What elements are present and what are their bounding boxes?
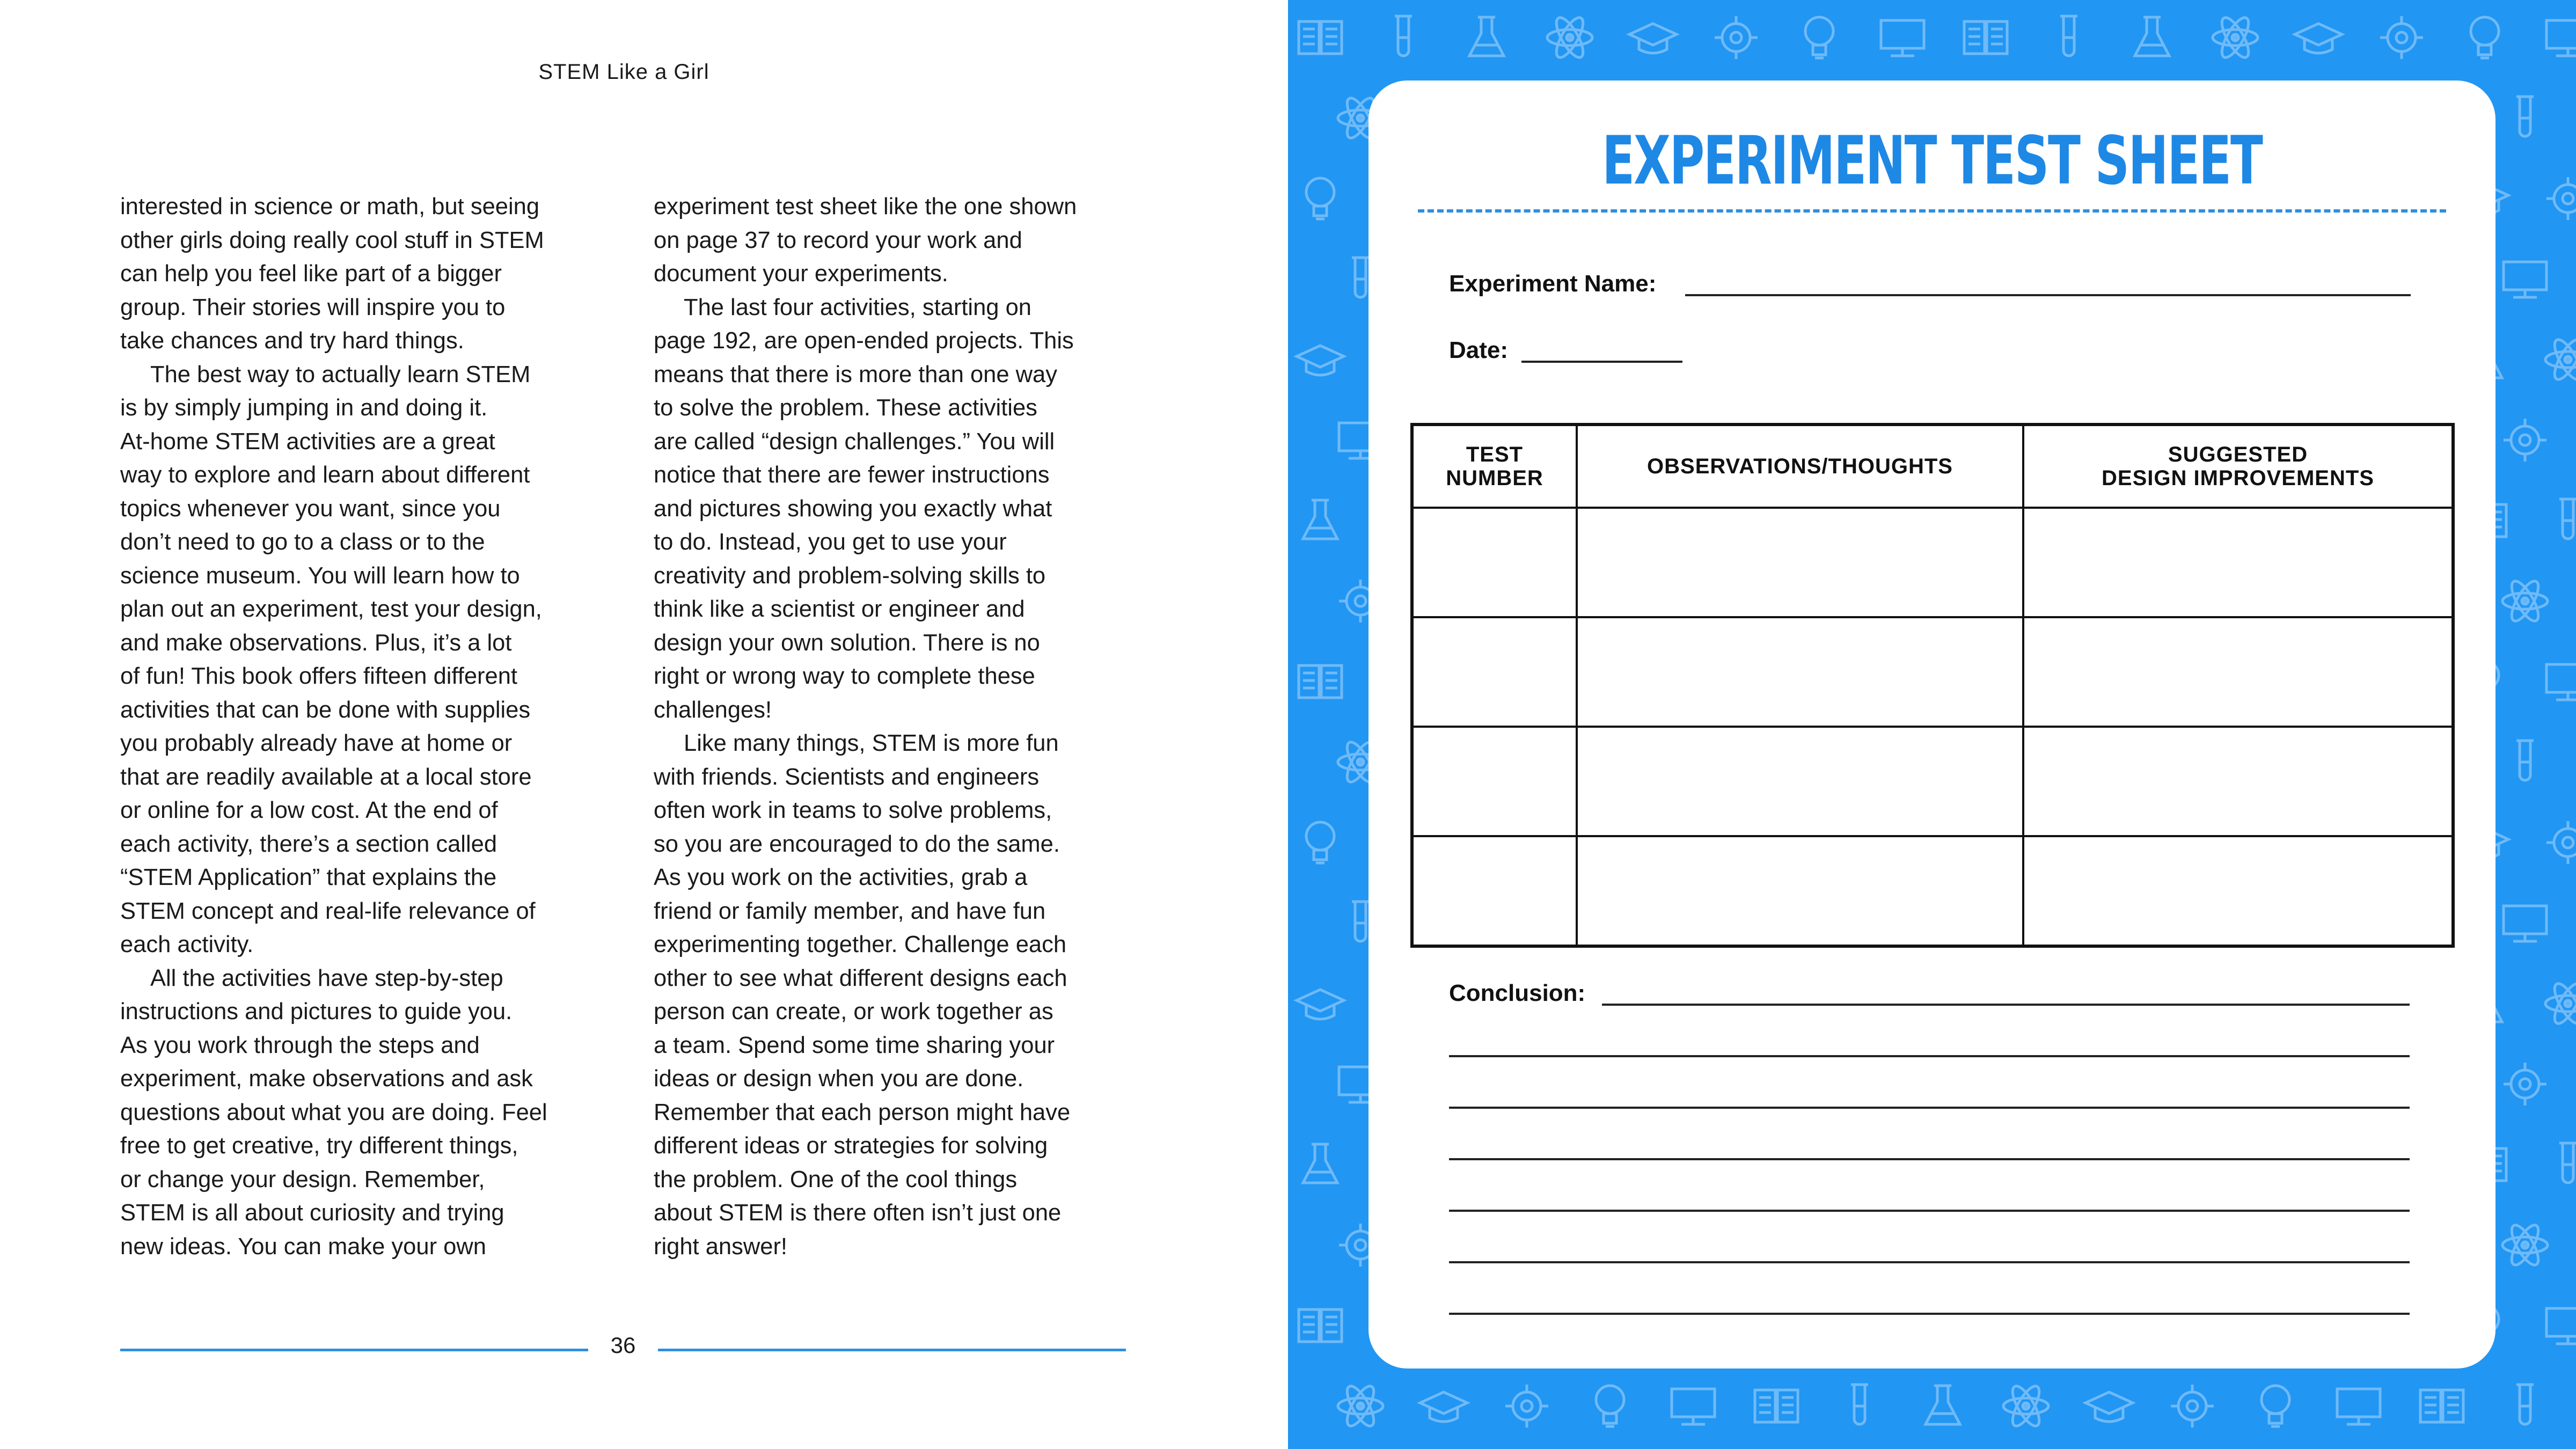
text-line: and pictures showing you exactly what	[654, 495, 1052, 522]
text-line: each activity.	[120, 932, 254, 957]
test-tube-icon	[2516, 741, 2534, 780]
computer-icon	[2546, 1308, 2576, 1344]
table-cell[interactable]	[1577, 727, 2023, 836]
experiment-name-label: Experiment Name:	[1449, 270, 1657, 297]
table-cell[interactable]	[1412, 727, 1577, 836]
text-line: you probably already have at home or	[120, 730, 513, 756]
computer-icon	[2337, 1389, 2380, 1424]
header-design-improvements	[2023, 425, 2453, 508]
computer-icon	[1672, 1389, 1715, 1424]
text-line: right answer!	[654, 1233, 788, 1260]
text-line: way to explore and learn about different	[120, 462, 530, 488]
text-line: activities that can be done with supplies	[120, 697, 531, 723]
text-line: other girls doing really cool stuff in STEM	[120, 227, 544, 253]
computer-icon	[2504, 906, 2546, 941]
lightbulb-icon	[1596, 1386, 1624, 1426]
text-column-1	[120, 190, 592, 1263]
text-line: questions about what you are doing. Feel	[120, 1099, 547, 1125]
page-number: 36	[610, 1333, 636, 1358]
table-cell[interactable]	[2023, 727, 2453, 836]
header-test-number	[1412, 425, 1577, 508]
atom-icon	[1547, 14, 1592, 61]
text-column-2	[654, 190, 1126, 1263]
table-row	[1412, 836, 2453, 946]
table-cell[interactable]	[2023, 617, 2453, 727]
lightbulb-icon	[1306, 822, 1334, 863]
text-line: interested in science or math, but seeing	[120, 194, 540, 219]
atom-icon	[2545, 980, 2576, 1027]
text-line: topics whenever you want, since you	[120, 495, 501, 522]
table-cell[interactable]	[1412, 836, 1577, 946]
text-line: notice that there are fewer instructions	[654, 462, 1050, 488]
conclusion-field-line[interactable]	[1449, 1313, 2410, 1315]
gear-icon	[2504, 1063, 2546, 1106]
book-icon	[1964, 21, 2007, 54]
text-line: is by simply jumping in and doing it.	[120, 395, 488, 421]
header-text: SUGGESTED	[2168, 443, 2308, 466]
footer-rule-left	[120, 1349, 588, 1351]
text-line: experimenting together. Challenge each	[654, 932, 1067, 957]
text-line: on page 37 to record your work and	[654, 227, 1022, 253]
text-line: free to get creative, try different things,	[120, 1133, 518, 1159]
gear-icon	[1505, 1385, 1548, 1428]
text-line: right or wrong way to complete these	[654, 663, 1035, 689]
text-line: that are readily available at a local store	[120, 764, 532, 790]
footer-rule-right	[658, 1349, 1126, 1351]
test-tube-icon	[1851, 1385, 1868, 1424]
text-line: different ideas or strategies for solving	[654, 1133, 1048, 1159]
test-tube-icon	[2559, 499, 2576, 539]
text-line: instructions and pictures to guide you.	[120, 999, 513, 1024]
conclusion-field-line[interactable]	[1449, 1055, 2410, 1057]
graduation-cap-icon	[1297, 346, 1344, 375]
table-cell[interactable]	[2023, 508, 2453, 617]
graduation-cap-icon	[2295, 24, 2342, 53]
text-line: don’t need to go to a class or to the	[120, 529, 485, 555]
computer-icon	[2546, 664, 2576, 700]
test-tube-icon	[1352, 902, 1369, 941]
book-icon	[1299, 665, 1342, 698]
text-line: means that there is more than one way	[654, 361, 1057, 387]
text-line: design your own solution. There is no	[654, 630, 1040, 656]
text-line: STEM is all about curiosity and trying	[120, 1200, 504, 1226]
conclusion-field-line[interactable]	[1602, 1004, 2410, 1006]
text-line: friend or family member, and have fun	[654, 898, 1046, 924]
conclusion-field-line[interactable]	[1449, 1261, 2410, 1263]
text-line: to solve the problem. These activities	[654, 395, 1037, 421]
text-line: or online for a low cost. At the end of	[120, 797, 498, 823]
text-line: document your experiments.	[654, 261, 948, 287]
test-tube-icon	[2516, 1385, 2534, 1424]
flask-icon	[1303, 500, 1337, 539]
flask-icon	[1469, 17, 1504, 56]
computer-icon	[2546, 20, 2576, 56]
atom-icon	[2502, 1221, 2548, 1269]
text-line: other to see what different designs each	[654, 965, 1067, 991]
text-line: The last four activities, starting on	[684, 294, 1031, 320]
text-line: page 192, are open-ended projects. This	[654, 328, 1074, 354]
graduation-cap-icon	[1297, 990, 1344, 1019]
atom-icon	[2003, 1382, 2048, 1430]
text-line: often work in teams to solve problems,	[654, 797, 1052, 823]
text-line: group. Their stories will inspire you to	[120, 294, 506, 320]
flask-icon	[1926, 1386, 1960, 1424]
text-line: with friends. Scientists and engineers	[654, 764, 1040, 790]
text-line: a team. Spend some time sharing your	[654, 1032, 1055, 1058]
text-line: experiment test sheet like the one shown	[654, 194, 1077, 219]
text-line: of fun! This book offers fifteen different	[120, 663, 517, 689]
book-icon	[1755, 1390, 1798, 1422]
text-line: the problem. One of the cool things	[654, 1166, 1018, 1192]
date-label: Date:	[1449, 337, 1509, 363]
text-line: creativity and problem-solving skills to	[654, 562, 1046, 589]
text-line: are called “design challenges.” You will	[654, 428, 1055, 455]
text-line: about STEM is there often isn’t just one	[654, 1200, 1062, 1226]
header-text: NUMBER	[1446, 466, 1543, 490]
gear-icon	[2504, 419, 2546, 462]
gear-icon	[2380, 16, 2423, 59]
header-text: DESIGN IMPROVEMENTS	[2102, 466, 2374, 490]
title-dashed-rule	[1418, 209, 2446, 213]
table-row	[1412, 617, 2453, 727]
text-line: to do. Instead, you get to use your	[654, 529, 1007, 555]
lightbulb-icon	[1805, 17, 1833, 58]
text-line: can help you feel like part of a bigger	[120, 261, 502, 287]
table-header-row	[1412, 425, 2453, 508]
header-observations	[1577, 425, 2023, 508]
text-line: All the activities have step-by-step	[150, 965, 503, 991]
conclusion-field-line[interactable]	[1449, 1158, 2410, 1160]
text-line: experiment, make observations and ask	[120, 1066, 533, 1092]
table-row	[1412, 727, 2453, 836]
graduation-cap-icon	[1420, 1392, 1467, 1422]
conclusion-field-line[interactable]	[1449, 1210, 2410, 1212]
text-line: person can create, or work together as	[654, 999, 1053, 1024]
text-line: new ideas. You can make your own	[120, 1233, 486, 1260]
test-tube-icon	[2516, 97, 2534, 136]
header-text: TEST	[1466, 443, 1524, 466]
gear-icon	[2546, 821, 2576, 864]
lightbulb-icon	[2471, 17, 2499, 58]
gear-icon	[2546, 177, 2576, 220]
text-line: each activity, there’s a section called	[120, 831, 497, 857]
conclusion-label: Conclusion:	[1449, 980, 1586, 1006]
gear-icon	[2171, 1385, 2214, 1428]
conclusion-field-line[interactable]	[1449, 1107, 2410, 1109]
text-line: plan out an experiment, test your design,	[120, 596, 542, 622]
atom-icon	[1338, 1382, 1383, 1430]
text-line: “STEM Application” that explains the	[120, 865, 497, 890]
table-cell[interactable]	[1577, 836, 2023, 946]
running-head: STEM Like a Girl	[538, 60, 709, 84]
test-tube-icon	[2559, 1143, 2576, 1183]
book-icon	[2420, 1390, 2463, 1422]
computer-icon	[1881, 20, 1924, 56]
table-cell[interactable]	[1412, 508, 1577, 617]
gear-icon	[1715, 16, 1758, 59]
test-tube-icon	[2060, 16, 2077, 56]
table-cell[interactable]	[1577, 508, 2023, 617]
text-line: or change your design. Remember,	[120, 1166, 485, 1192]
date-field[interactable]	[1521, 361, 1682, 363]
text-line: think like a scientist or engineer and	[654, 596, 1025, 622]
text-line: and make observations. Plus, it’s a lot	[120, 630, 512, 656]
flask-icon	[2135, 17, 2169, 56]
book-icon	[1299, 1309, 1342, 1342]
sheet-title: EXPERIMENT TEST SHEET	[1602, 122, 2262, 200]
text-line: ideas or design when you are done.	[654, 1066, 1024, 1092]
right-page	[1288, 0, 2576, 1449]
book-icon	[1299, 21, 1342, 54]
table-cell[interactable]	[2023, 836, 2453, 946]
text-line: challenges!	[654, 697, 772, 723]
text-line: so you are encouraged to do the same.	[654, 831, 1060, 857]
text-line: Remember that each person might have	[654, 1099, 1071, 1125]
table-cell[interactable]	[1412, 617, 1577, 727]
text-line: The best way to actually learn STEM	[150, 361, 531, 387]
text-line: As you work through the steps and	[120, 1032, 480, 1058]
text-line: take chances and try hard things.	[120, 328, 464, 354]
text-line: As you work on the activities, grab a	[654, 865, 1028, 890]
table-cell[interactable]	[1577, 617, 2023, 727]
graduation-cap-icon	[1629, 24, 1677, 53]
atom-icon	[2545, 336, 2576, 383]
table-row	[1412, 508, 2453, 617]
test-tube-icon	[1352, 258, 1369, 297]
atom-icon	[2213, 14, 2258, 61]
test-sheet-card	[1368, 80, 2496, 1368]
text-line: STEM concept and real-life relevance of	[120, 898, 536, 924]
computer-icon	[2504, 262, 2546, 297]
text-line: At-home STEM activities are a great	[120, 428, 495, 455]
flask-icon	[1303, 1144, 1337, 1183]
graduation-cap-icon	[2085, 1392, 2133, 1422]
text-line: science museum. You will learn how to	[120, 562, 520, 589]
observations-table	[1410, 423, 2455, 948]
experiment-name-field[interactable]	[1685, 294, 2411, 296]
text-line: Like many things, STEM is more fun	[684, 730, 1059, 756]
test-tube-icon	[1395, 16, 1412, 56]
lightbulb-icon	[1306, 178, 1334, 219]
atom-icon	[2502, 577, 2548, 625]
header-text: OBSERVATIONS/THOUGHTS	[1647, 455, 1953, 478]
lightbulb-icon	[2262, 1386, 2289, 1426]
